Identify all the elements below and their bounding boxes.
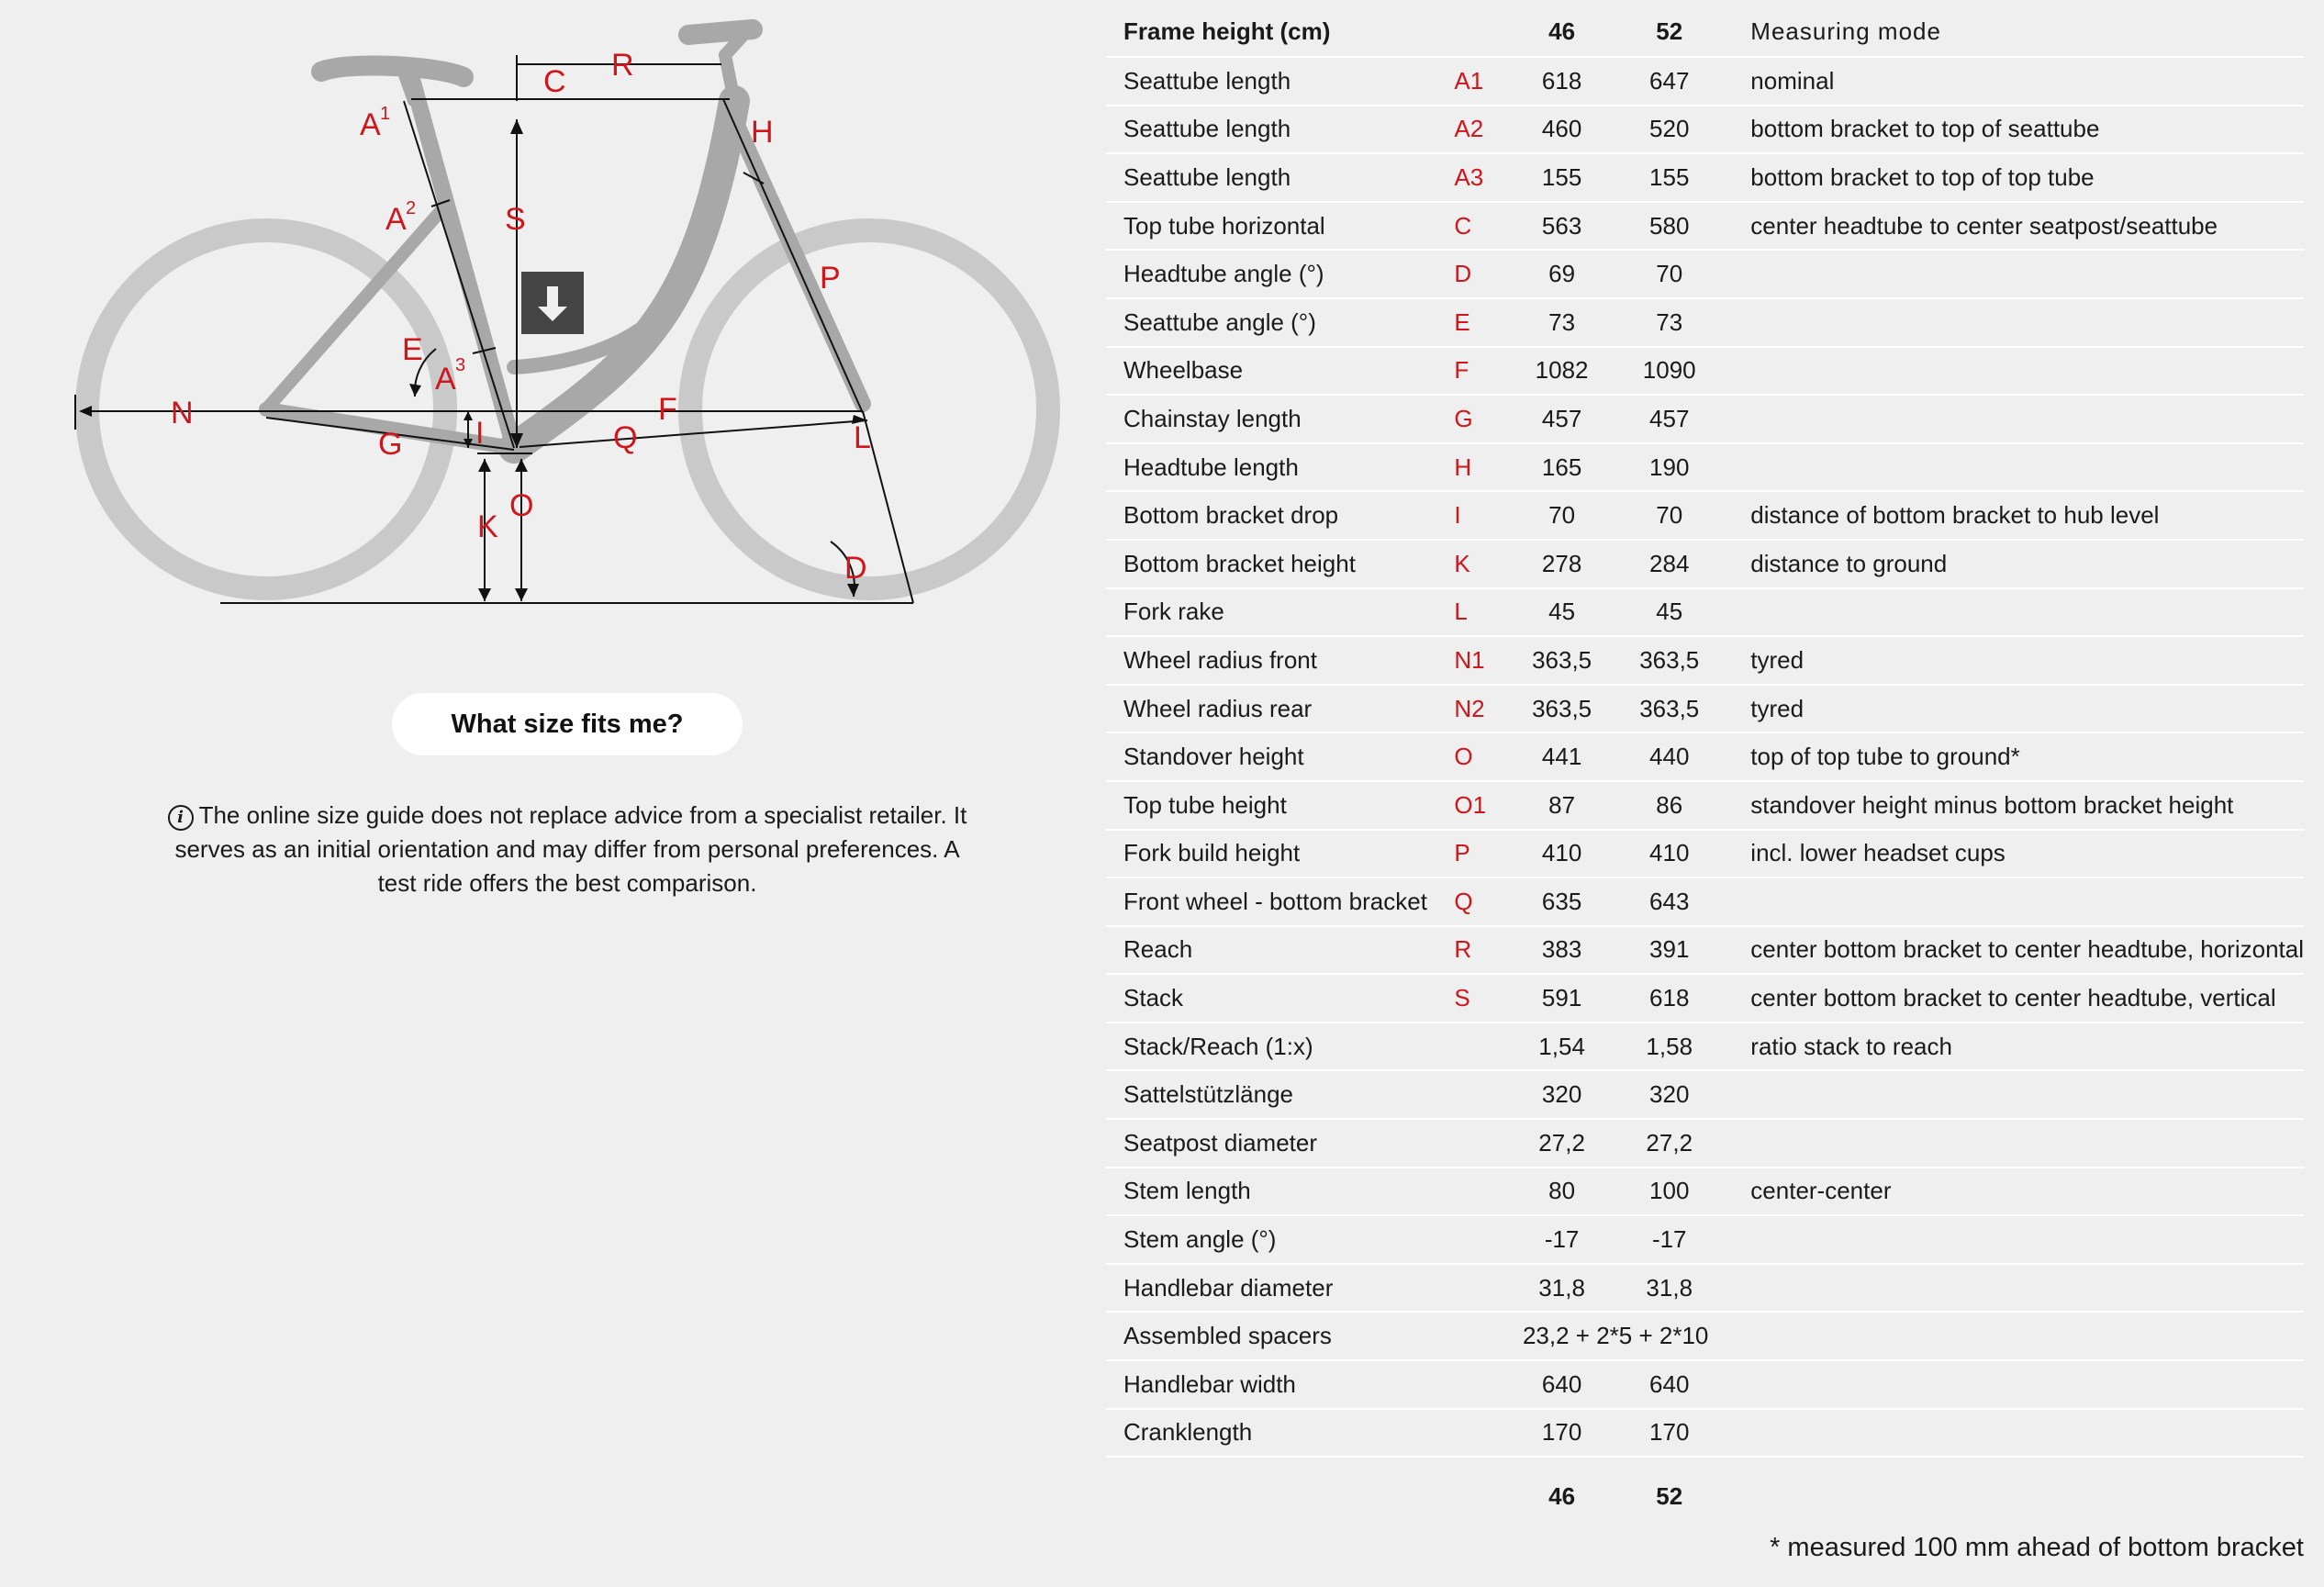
row-mode: bottom bracket to top of seattube: [1723, 106, 2304, 154]
row-mode: nominal: [1723, 57, 2304, 106]
label-a2: A: [385, 202, 407, 237]
header-frame-height: Frame height (cm): [1106, 7, 1454, 57]
row-key: I: [1454, 491, 1508, 540]
table-row: [1106, 1168, 2304, 1216]
footer-size-52: 52: [1656, 1481, 1683, 1510]
table-row: [1106, 250, 2304, 298]
row-name: Wheel radius front: [1106, 636, 1454, 685]
table-row: [1106, 298, 2304, 347]
footnote: * measured 100 mm ahead of bottom bracket: [1770, 1533, 2304, 1562]
row-value-span: 23,2 + 2*5 + 2*10: [1508, 1312, 1723, 1360]
table-row: [1106, 732, 2304, 781]
table-row: [1106, 1264, 2304, 1313]
row-mode: [1723, 1312, 2304, 1360]
label-c: C: [543, 64, 566, 99]
row-value-46: 278: [1508, 540, 1615, 588]
note-text: The online size guide does not replace advice from a specialist retailer. It serves as an initial orientation and may differ from personal preferences. A test ride offers the best comparison.: [174, 801, 967, 897]
row-value-52: 70: [1615, 250, 1723, 298]
label-a1: A: [360, 107, 381, 142]
label-e: E: [402, 332, 423, 367]
table-row: [1106, 974, 2304, 1023]
table-row: [1106, 1312, 2304, 1360]
row-value-52: 100: [1615, 1168, 1723, 1216]
row-name: Seattube angle (°): [1106, 298, 1454, 347]
row-value-46: 27,2: [1508, 1119, 1615, 1168]
table-row: [1106, 1360, 2304, 1409]
row-key: [1454, 1409, 1508, 1458]
row-value-52: 1090: [1615, 347, 1723, 396]
row-name: Seattube length: [1106, 57, 1454, 106]
row-value-46: 460: [1508, 106, 1615, 154]
row-key: [1454, 1070, 1508, 1119]
row-value-52: 580: [1615, 202, 1723, 251]
table-row: [1106, 491, 2304, 540]
row-value-46: 410: [1508, 830, 1615, 878]
label-l: L: [854, 420, 871, 455]
table-row: [1106, 1409, 2304, 1458]
row-key: E: [1454, 298, 1508, 347]
table-row: [1106, 202, 2304, 251]
row-value-52: 391: [1615, 926, 1723, 975]
row-name: Stem length: [1106, 1168, 1454, 1216]
table-row: [1106, 106, 2304, 154]
row-key: O1: [1454, 781, 1508, 830]
table-row: [1106, 926, 2304, 975]
row-key: D: [1454, 250, 1508, 298]
row-value-52: 363,5: [1615, 636, 1723, 685]
row-mode: distance to ground: [1723, 540, 2304, 588]
row-mode: bottom bracket to top of top tube: [1723, 153, 2304, 202]
row-value-52: 1,58: [1615, 1023, 1723, 1071]
row-value-52: 284: [1615, 540, 1723, 588]
row-value-46: 640: [1508, 1360, 1615, 1409]
row-value-52: 170: [1615, 1409, 1723, 1458]
row-name: Seattube length: [1106, 153, 1454, 202]
table-row: [1106, 636, 2304, 685]
row-mode: incl. lower headset cups: [1723, 830, 2304, 878]
table-row: [1106, 347, 2304, 396]
row-mode: [1723, 298, 2304, 347]
row-mode: [1723, 877, 2304, 926]
row-mode: [1723, 1119, 2304, 1168]
row-value-46: -17: [1508, 1215, 1615, 1264]
label-p: P: [820, 261, 841, 296]
table-row: [1106, 443, 2304, 492]
row-name: Stem angle (°): [1106, 1215, 1454, 1264]
row-mode: [1723, 1360, 2304, 1409]
row-name: Front wheel - bottom bracket: [1106, 877, 1454, 926]
row-value-46: 155: [1508, 153, 1615, 202]
row-value-52: 27,2: [1615, 1119, 1723, 1168]
row-key: [1454, 1360, 1508, 1409]
label-h: H: [751, 115, 774, 150]
row-value-46: 441: [1508, 732, 1615, 781]
row-key: F: [1454, 347, 1508, 396]
row-value-52: 86: [1615, 781, 1723, 830]
row-key: [1454, 1215, 1508, 1264]
geometry-table: [1106, 7, 2304, 1535]
table-row: [1106, 781, 2304, 830]
label-a2-sup: 2: [406, 198, 417, 218]
geometry-panel: [0, 0, 1101, 1587]
row-name: Bottom bracket drop: [1106, 491, 1454, 540]
row-mode: center bottom bracket to center headtube, horizontal: [1723, 926, 2304, 975]
bike-geometry-diagram: [0, 0, 1101, 661]
row-value-46: 363,5: [1508, 685, 1615, 733]
row-mode: [1723, 588, 2304, 637]
row-name: Seattube length: [1106, 106, 1454, 154]
label-s: S: [505, 202, 526, 237]
row-name: Headtube length: [1106, 443, 1454, 492]
row-key: [1454, 1168, 1508, 1216]
label-r: R: [611, 48, 634, 83]
size-guide-note: [156, 799, 978, 900]
row-mode: tyred: [1723, 636, 2304, 685]
row-value-46: 73: [1508, 298, 1615, 347]
row-name: Headtube angle (°): [1106, 250, 1454, 298]
row-mode: [1723, 1264, 2304, 1313]
row-name: Cranklength: [1106, 1409, 1454, 1458]
row-key: [1454, 1023, 1508, 1071]
row-value-52: 363,5: [1615, 685, 1723, 733]
row-mode: [1723, 443, 2304, 492]
row-value-46: 383: [1508, 926, 1615, 975]
table-row: [1106, 1215, 2304, 1264]
row-value-46: 80: [1508, 1168, 1615, 1216]
table-row: [1106, 395, 2304, 443]
row-value-52: 73: [1615, 298, 1723, 347]
table-body: [1106, 57, 2304, 1457]
row-name: Chainstay length: [1106, 395, 1454, 443]
row-key: O: [1454, 732, 1508, 781]
row-name: Wheel radius rear: [1106, 685, 1454, 733]
label-i: I: [475, 416, 485, 451]
row-name: Handlebar width: [1106, 1360, 1454, 1409]
label-k: K: [477, 509, 498, 544]
row-key: G: [1454, 395, 1508, 443]
table-row: [1106, 877, 2304, 926]
row-name: Stack/Reach (1:x): [1106, 1023, 1454, 1071]
table-row: [1106, 830, 2304, 878]
label-o: O: [509, 488, 534, 523]
row-value-52: 410: [1615, 830, 1723, 878]
info-icon: i: [168, 805, 194, 831]
row-value-46: 457: [1508, 395, 1615, 443]
row-mode: top of top tube to ground*: [1723, 732, 2304, 781]
row-value-46: 87: [1508, 781, 1615, 830]
row-value-46: 618: [1508, 57, 1615, 106]
row-value-52: 70: [1615, 491, 1723, 540]
row-name: Fork build height: [1106, 830, 1454, 878]
row-name: Stack: [1106, 974, 1454, 1023]
row-value-46: 1082: [1508, 347, 1615, 396]
row-value-52: 320: [1615, 1070, 1723, 1119]
row-key: P: [1454, 830, 1508, 878]
label-q: Q: [613, 420, 638, 455]
row-mode: center headtube to center seatpost/seattube: [1723, 202, 2304, 251]
row-mode: center-center: [1723, 1168, 2304, 1216]
row-mode: [1723, 1215, 2304, 1264]
row-value-52: 190: [1615, 443, 1723, 492]
row-key: A2: [1454, 106, 1508, 154]
row-key: [1454, 1312, 1508, 1360]
row-key: Q: [1454, 877, 1508, 926]
label-n: N: [171, 396, 194, 430]
row-mode: tyred: [1723, 685, 2304, 733]
row-value-46: 31,8: [1508, 1264, 1615, 1313]
row-value-52: 643: [1615, 877, 1723, 926]
table-row: [1106, 685, 2304, 733]
front-wheel: [690, 230, 1048, 588]
row-key: N1: [1454, 636, 1508, 685]
row-name: Top tube height: [1106, 781, 1454, 830]
row-name: Bottom bracket height: [1106, 540, 1454, 588]
table-row: [1106, 153, 2304, 202]
header-size-46: 46: [1508, 7, 1615, 57]
row-value-52: 45: [1615, 588, 1723, 637]
row-key: H: [1454, 443, 1508, 492]
row-value-46: 69: [1508, 250, 1615, 298]
row-key: L: [1454, 588, 1508, 637]
row-key: S: [1454, 974, 1508, 1023]
row-name: Wheelbase: [1106, 347, 1454, 396]
table-footer-row: [1106, 1457, 2304, 1535]
row-value-46: 165: [1508, 443, 1615, 492]
table-row: [1106, 1023, 2304, 1071]
row-value-52: -17: [1615, 1215, 1723, 1264]
row-value-52: 155: [1615, 153, 1723, 202]
row-key: A1: [1454, 57, 1508, 106]
row-value-46: 170: [1508, 1409, 1615, 1458]
table-row: [1106, 1119, 2304, 1168]
row-key: [1454, 1119, 1508, 1168]
row-value-46: 1,54: [1508, 1023, 1615, 1071]
table-row: [1106, 1070, 2304, 1119]
row-mode: [1723, 1070, 2304, 1119]
row-name: Seatpost diameter: [1106, 1119, 1454, 1168]
row-name: Assembled spacers: [1106, 1312, 1454, 1360]
row-value-52: 640: [1615, 1360, 1723, 1409]
row-mode: ratio stack to reach: [1723, 1023, 2304, 1071]
row-name: Fork rake: [1106, 588, 1454, 637]
row-mode: [1723, 1409, 2304, 1458]
row-value-46: 563: [1508, 202, 1615, 251]
row-value-52: 31,8: [1615, 1264, 1723, 1313]
row-value-46: 70: [1508, 491, 1615, 540]
size-fit-button[interactable]: What size fits me?: [392, 693, 743, 755]
row-name: Standover height: [1106, 732, 1454, 781]
row-value-52: 440: [1615, 732, 1723, 781]
row-value-52: 647: [1615, 57, 1723, 106]
row-value-52: 618: [1615, 974, 1723, 1023]
row-name: Reach: [1106, 926, 1454, 975]
row-value-52: 520: [1615, 106, 1723, 154]
row-name: Top tube horizontal: [1106, 202, 1454, 251]
row-value-52: 457: [1615, 395, 1723, 443]
table-row: [1106, 540, 2304, 588]
label-d: D: [844, 551, 867, 586]
row-key: [1454, 1264, 1508, 1313]
row-name: Sattelstützlänge: [1106, 1070, 1454, 1119]
label-g: G: [378, 427, 403, 462]
row-key: K: [1454, 540, 1508, 588]
row-mode: [1723, 347, 2304, 396]
table-row: [1106, 588, 2304, 637]
row-mode: standover height minus bottom bracket height: [1723, 781, 2304, 830]
row-key: A3: [1454, 153, 1508, 202]
row-mode: [1723, 250, 2304, 298]
row-key: N2: [1454, 685, 1508, 733]
row-value-46: 320: [1508, 1070, 1615, 1119]
header-size-52: 52: [1615, 7, 1723, 57]
row-value-46: 45: [1508, 588, 1615, 637]
label-f: F: [658, 392, 677, 427]
label-a3-sup: 3: [455, 355, 466, 375]
table-header-row: [1106, 7, 2304, 57]
row-key: R: [1454, 926, 1508, 975]
row-mode: distance of bottom bracket to hub level: [1723, 491, 2304, 540]
row-name: Handlebar diameter: [1106, 1264, 1454, 1313]
row-value-46: 591: [1508, 974, 1615, 1023]
label-a3: A: [435, 362, 456, 397]
footer-size-46: 46: [1548, 1481, 1576, 1510]
header-measuring-mode: Measuring mode: [1723, 7, 2304, 57]
row-mode: center bottom bracket to center headtube, vertical: [1723, 974, 2304, 1023]
label-a1-sup: 1: [380, 104, 391, 124]
row-key: C: [1454, 202, 1508, 251]
row-value-46: 363,5: [1508, 636, 1615, 685]
table-row: [1106, 57, 2304, 106]
row-value-46: 635: [1508, 877, 1615, 926]
row-mode: [1723, 395, 2304, 443]
